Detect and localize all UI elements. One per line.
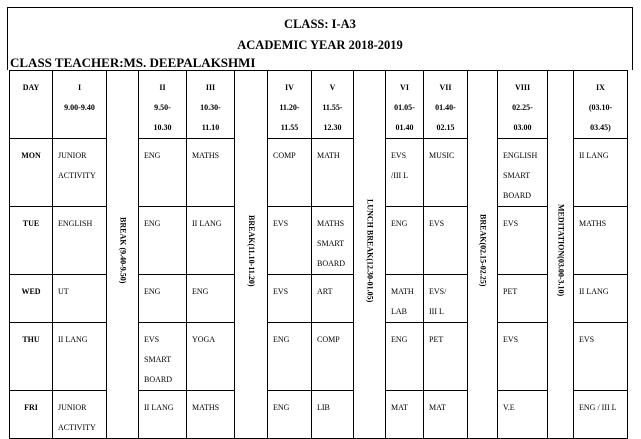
subject-text: EVS <box>273 287 289 296</box>
header-text: 11.55- <box>322 103 343 112</box>
subject-cell <box>386 207 424 275</box>
subject-text: LIB <box>317 403 330 412</box>
subject-text: EVS/ <box>429 287 447 296</box>
subject-text: ENG <box>144 151 161 160</box>
subject-text: III L <box>429 307 444 316</box>
header-text: 12.30 <box>323 123 342 132</box>
subject-text: COMP <box>317 335 340 344</box>
table-row <box>10 207 628 275</box>
subject-text: MATHS <box>192 151 220 160</box>
subject-text: ENG <box>273 335 290 344</box>
header-text: VI <box>400 83 409 92</box>
subject-text: JUNIOR <box>58 403 87 412</box>
subject-cell <box>139 391 187 439</box>
table-row <box>10 139 628 207</box>
subject-cell <box>498 207 548 275</box>
subject-cell <box>386 275 424 323</box>
subject-cell <box>53 139 107 207</box>
header-row <box>10 71 628 139</box>
subject-cell <box>139 275 187 323</box>
period-header <box>498 71 548 139</box>
subject-cell <box>498 139 548 207</box>
subject-cell <box>498 391 548 439</box>
subject-cell <box>268 391 312 439</box>
subject-text: YOGA <box>192 335 216 344</box>
subject-text: UT <box>58 287 69 296</box>
subject-cell <box>574 391 628 439</box>
header-text: 9.00-9.40 <box>64 103 95 112</box>
subject-cell <box>53 323 107 391</box>
break-label: MEDITATION(03.00-3.10) <box>556 204 566 297</box>
subject-cell <box>386 139 424 207</box>
subject-cell <box>574 207 628 275</box>
subject-cell <box>187 139 235 207</box>
table-row <box>10 275 628 323</box>
subject-cell <box>386 323 424 391</box>
break-label: BREAK(11.10-11.20) <box>247 214 256 287</box>
subject-text: ENG <box>144 219 161 228</box>
class-teacher: CLASS TEACHER:MS. DEEPALAKSHMI <box>10 55 256 70</box>
subject-text: EVS <box>391 151 407 160</box>
header-text: DAY <box>22 83 40 92</box>
day-cell: FRI <box>10 391 53 439</box>
subject-text: EVS <box>273 219 289 228</box>
header-text: 03.45) <box>590 123 611 132</box>
header-text: VIII <box>514 83 531 92</box>
subject-text: MATHS <box>317 219 345 228</box>
header-text: 01.40 <box>395 123 414 132</box>
timetable <box>9 70 628 439</box>
subject-text: SMART <box>503 171 531 180</box>
subject-text: ENG <box>391 335 408 344</box>
subject-text: MAT <box>391 403 408 412</box>
day-cell: TUE <box>10 207 53 275</box>
header-text: VII <box>439 83 452 92</box>
subject-cell <box>498 275 548 323</box>
subject-text: EVS <box>429 219 445 228</box>
subject-cell <box>498 323 548 391</box>
period-header <box>312 71 354 139</box>
subject-text: II LANG <box>144 403 174 412</box>
subject-text: MAT <box>429 403 446 412</box>
subject-text: BOARD <box>317 259 346 268</box>
subject-cell <box>312 139 354 207</box>
subject-text: ENG <box>192 287 209 296</box>
subject-cell <box>424 139 468 207</box>
subject-text: MATH <box>391 287 414 296</box>
break-label: BREAK (9.40-9.50) <box>118 217 128 284</box>
subject-cell <box>268 275 312 323</box>
period-header <box>574 71 628 139</box>
academic-year: ACADEMIC YEAR 2018-2019 <box>237 38 403 52</box>
break-column <box>107 71 139 439</box>
subject-cell <box>187 391 235 439</box>
subject-cell <box>187 323 235 391</box>
period-header <box>187 71 235 139</box>
subject-text: EVS <box>503 335 519 344</box>
subject-text: II LANG <box>579 287 609 296</box>
subject-cell <box>312 323 354 391</box>
header-text: 02.15 <box>436 123 455 132</box>
break-label: BREAK(02.15-02.25) <box>478 214 488 287</box>
day-header <box>10 71 53 139</box>
period-header <box>268 71 312 139</box>
table-row <box>10 391 628 439</box>
header-text: V <box>329 83 336 92</box>
subject-text: ACTIVITY <box>58 423 96 432</box>
subject-text: ENGLISH <box>503 151 538 160</box>
subject-text: MUSIC <box>429 151 455 160</box>
subject-cell <box>574 323 628 391</box>
subject-text: BOARD <box>503 191 532 200</box>
subject-text: ART <box>317 287 333 296</box>
header-text: IX <box>596 83 605 92</box>
subject-cell <box>53 275 107 323</box>
header-text: 03.00 <box>513 123 532 132</box>
header-text: 01.05- <box>394 103 415 112</box>
subject-text: BOARD <box>144 375 173 384</box>
subject-text: JUNIOR <box>58 151 87 160</box>
subject-text: II LANG <box>192 219 222 228</box>
subject-cell <box>424 391 468 439</box>
subject-cell <box>312 391 354 439</box>
subject-text: V.E <box>503 403 515 412</box>
subject-text: EVS <box>144 335 160 344</box>
header-text: 02.25- <box>512 103 533 112</box>
header-text: 10.30 <box>153 123 172 132</box>
break-column <box>235 71 268 439</box>
table-row <box>10 323 628 391</box>
subject-cell <box>268 323 312 391</box>
header-text: 01.40- <box>435 103 456 112</box>
break-column <box>468 71 498 439</box>
period-header <box>386 71 424 139</box>
break-label: LUNCH BREAK(12.30-01.05) <box>365 198 375 303</box>
header-text: (03.10- <box>588 103 613 112</box>
subject-cell <box>312 207 354 275</box>
subject-text: ENG <box>144 287 161 296</box>
subject-text: SMART <box>144 355 172 364</box>
subject-cell <box>53 207 107 275</box>
header-box <box>7 7 633 70</box>
header-text: IV <box>285 83 294 92</box>
header-text: 10.30- <box>200 103 221 112</box>
subject-cell <box>53 391 107 439</box>
period-header <box>53 71 107 139</box>
subject-text: II LANG <box>579 151 609 160</box>
header-text: III <box>205 83 216 92</box>
subject-cell <box>139 207 187 275</box>
meditation-column <box>548 71 574 439</box>
lunch-break-column <box>354 71 386 439</box>
subject-cell <box>139 139 187 207</box>
subject-text: EVS <box>579 335 595 344</box>
subject-text: MATHS <box>579 219 607 228</box>
subject-cell <box>424 275 468 323</box>
subject-cell <box>424 323 468 391</box>
subject-text: COMP <box>273 151 296 160</box>
subject-cell <box>268 139 312 207</box>
subject-cell <box>386 391 424 439</box>
header-text: I <box>77 83 82 92</box>
subject-text: ENGLISH <box>58 219 93 228</box>
subject-text: ACTIVITY <box>58 171 96 180</box>
subject-cell <box>268 207 312 275</box>
period-header <box>424 71 468 139</box>
subject-text: MATHS <box>192 403 220 412</box>
header-text: 11.20- <box>279 103 300 112</box>
subject-text: PET <box>429 335 444 344</box>
subject-cell <box>187 275 235 323</box>
subject-cell <box>424 207 468 275</box>
day-cell: WED <box>10 275 53 323</box>
day-cell: THU <box>10 323 53 391</box>
subject-cell <box>574 275 628 323</box>
header-text: 11.10 <box>201 123 220 132</box>
subject-text: ENG <box>391 219 408 228</box>
subject-text: ENG / III L <box>579 403 617 412</box>
subject-text: SMART <box>317 239 345 248</box>
subject-text: II LANG <box>58 335 88 344</box>
subject-text: PET <box>503 287 518 296</box>
subject-text: EVS <box>503 219 519 228</box>
subject-text: ENG <box>273 403 290 412</box>
period-header <box>139 71 187 139</box>
subject-text: LAB <box>391 307 407 316</box>
header-text: II <box>159 83 166 92</box>
class-title: CLASS: I-A3 <box>284 17 356 31</box>
header-text: 9.50- <box>154 103 171 112</box>
header-text: 11.55 <box>280 123 299 132</box>
day-cell: MON <box>10 139 53 207</box>
subject-text: MATH <box>317 151 340 160</box>
subject-cell <box>187 207 235 275</box>
subject-text: /III L <box>391 171 409 180</box>
subject-cell <box>139 323 187 391</box>
subject-cell <box>312 275 354 323</box>
subject-cell <box>574 139 628 207</box>
